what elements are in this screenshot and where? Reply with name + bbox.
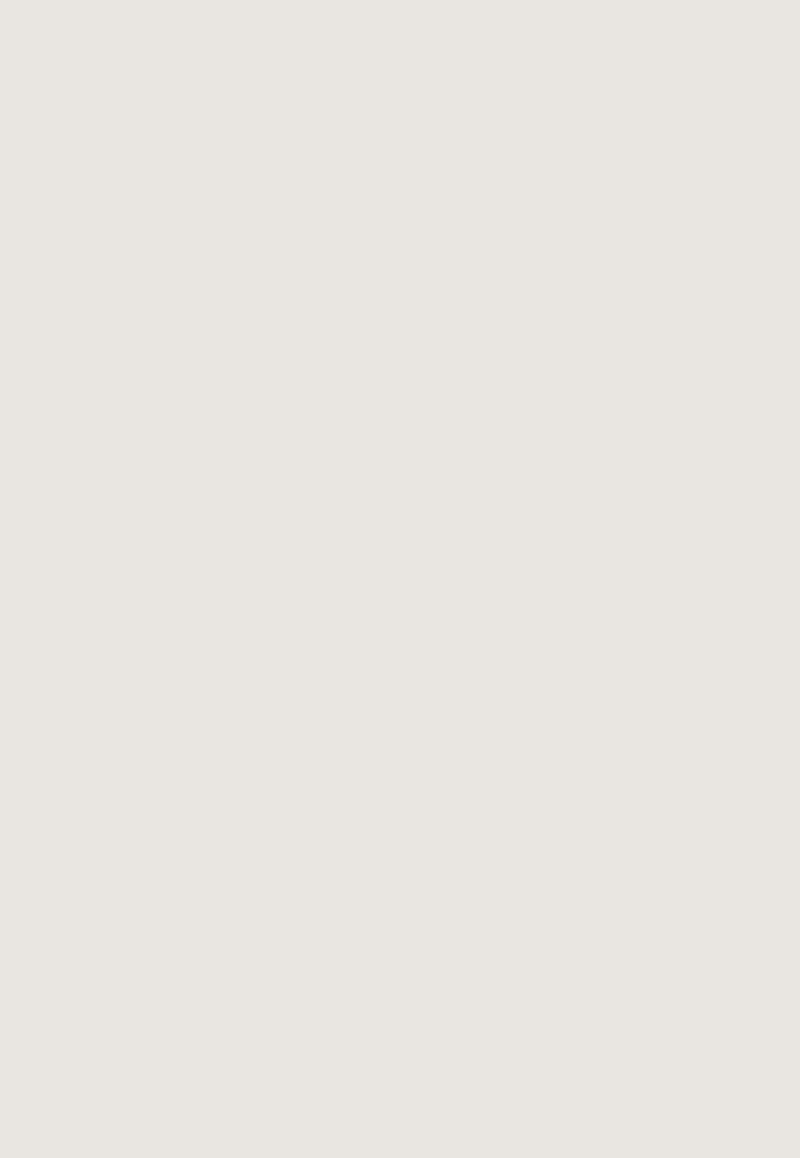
figure-1 [380, 190, 750, 630]
activity-chart [380, 190, 750, 630]
